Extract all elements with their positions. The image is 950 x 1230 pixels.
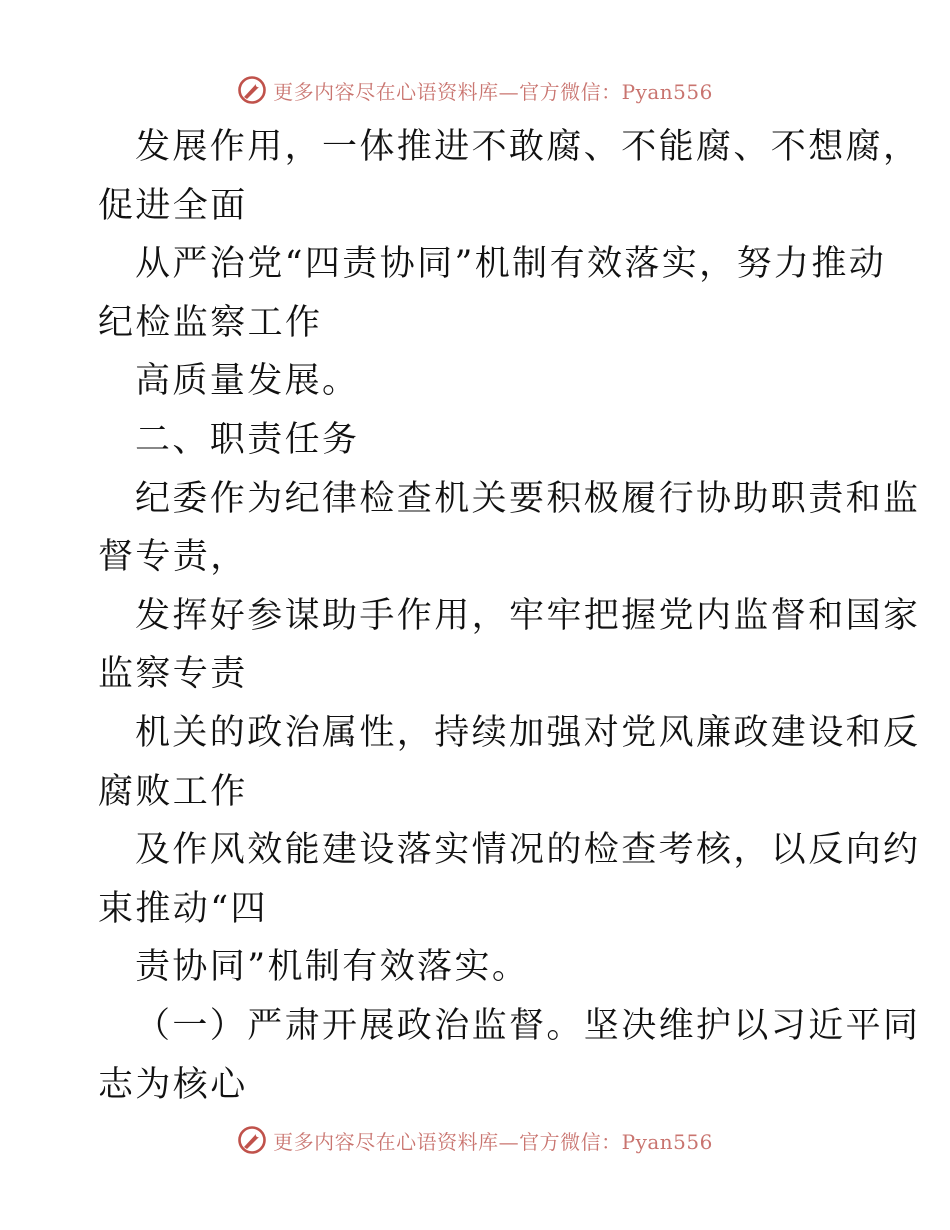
text-line: 促进全面 [98,185,248,226]
text-line: 纪检监察工作 [98,302,323,343]
text-line: 督专责， [98,537,248,578]
text-line: 机关的政治属性，持续加强对党风廉政建设和反 [135,712,921,753]
watermark-text: 更多内容尽在心语资料库—官方微信：Pyan556 [273,1129,713,1154]
text-line: 从严治党“四责协同”机制有效落实，努力推动 [135,244,887,285]
text-line: 二、职责任务 [135,419,360,460]
footer-watermark [0,1120,950,1160]
document-body [98,118,921,1114]
watermark-text: 更多内容尽在心语资料库—官方微信：Pyan556 [273,79,713,104]
text-line: 发挥好参谋助手作用，牢牢把握党内监督和国家 [135,595,921,636]
header-watermark [0,70,950,110]
text-line: 纪委作为纪律检查机关要积极履行协助职责和监 [135,478,921,519]
pen-seal-icon [237,1125,267,1155]
text-line: 责协同”机制有效落实。 [135,947,530,988]
pen-seal-icon [237,75,267,105]
text-line: 束推动“四 [98,888,268,929]
text-line: （一）严肃开展政治监督。坚决维护以习近平同 [135,1005,921,1046]
text-line: 及作风效能建设落实情况的检查考核，以反向约 [135,830,921,871]
text-line: 志为核心 [98,1064,248,1105]
text-line: 监察专责 [98,654,248,695]
text-line: 腐败工作 [98,771,248,812]
text-line: 发展作用，一体推进不敢腐、不能腐、不想腐， [135,127,921,167]
text-line: 高质量发展。 [135,361,360,402]
